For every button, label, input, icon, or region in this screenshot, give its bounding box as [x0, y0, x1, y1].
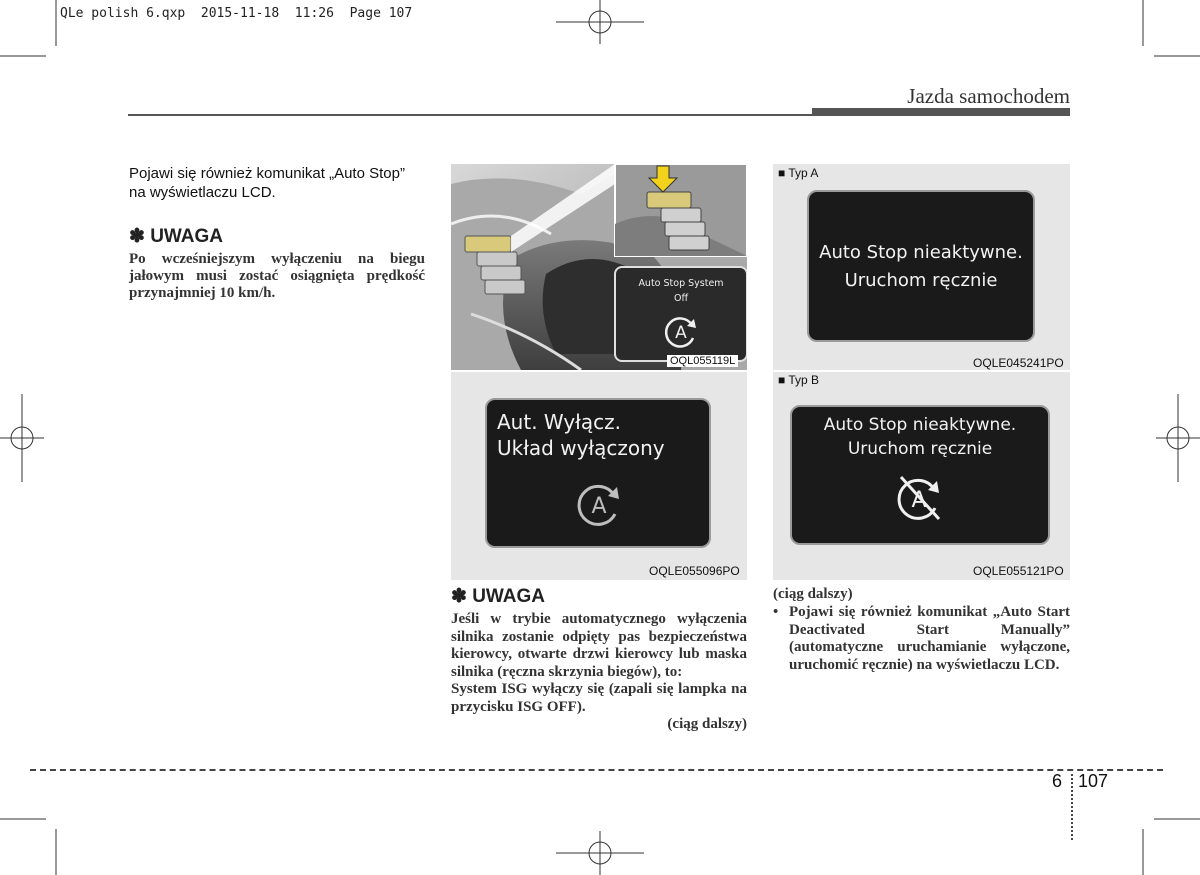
- figure-code: OQLE055096PO: [649, 564, 740, 578]
- header-rule: [128, 114, 812, 116]
- footer-page-number: 107: [1078, 771, 1109, 791]
- bullet-text: Pojawi się również komunikat „Auto Start Deactivated Start Manually” (automatyczne uruchamianie wyłączone, uruchomić ręcznie) na wyświetlaczu LCD.: [789, 604, 1070, 673]
- figure-code: OQLE055121PO: [973, 564, 1064, 578]
- figure-console-photo: [451, 164, 747, 370]
- note2-body2: System ISG wyłączy się (zapali się lampka na przycisku ISG OFF).: [451, 681, 747, 715]
- figure-code: OQL055119L: [667, 355, 738, 367]
- auto-stop-a-icon: [663, 314, 699, 350]
- typ-b-label: ■ Typ B: [778, 373, 820, 387]
- intro-text: Pojawi się również komunikat „Auto Stop” na wyświetlaczu LCD.: [129, 165, 405, 201]
- figure-lcd-auto-off: [451, 372, 747, 580]
- registration-mark-icon: [556, 0, 644, 44]
- auto-stop-a-icon: [575, 480, 625, 528]
- registration-mark-icon: [556, 831, 644, 875]
- auto-stop-crossed-icon: [895, 473, 945, 523]
- typ-a-label: ■ Typ A: [778, 166, 819, 180]
- lcd-line1: Auto Stop nieaktywne.: [823, 415, 1017, 435]
- print-slug: QLe polish 6.qxp 2015-11-18 11:26 Page 107: [60, 6, 413, 21]
- registration-mark-icon: [1156, 394, 1200, 482]
- lcd-line2: Uruchom ręcznie: [844, 270, 998, 291]
- header-rule-bar: [812, 108, 1070, 116]
- lcd-line2: Uruchom ręcznie: [847, 439, 993, 459]
- svg-text:A: A: [591, 494, 607, 519]
- registration-mark-icon: [0, 394, 44, 482]
- figure-typ-a: [773, 164, 1070, 370]
- figure-code: OQLE045241PO: [973, 356, 1064, 370]
- footer-rule: [30, 769, 1163, 771]
- lcd-line2: Układ wyłączony: [497, 436, 665, 460]
- bullet-marker: •: [773, 604, 779, 620]
- note-body: Po wcześniejszym wyłączeniu na biegu jałowym musi zostać osiągnięta prędkość przynajmniej 10 km/h.: [129, 251, 425, 301]
- lcd-line1: Aut. Wyłącz.: [497, 410, 621, 434]
- svg-text:A: A: [675, 323, 687, 343]
- note-heading: ✽ UWAGA: [129, 226, 224, 247]
- footer-section-number: 6: [1052, 771, 1063, 791]
- lcd-screen: [807, 190, 1035, 342]
- footer-vertical-rule: [1071, 769, 1073, 840]
- lcd-screen: [790, 405, 1050, 545]
- svg-text:A: A: [911, 488, 927, 513]
- note2-text: [451, 611, 747, 734]
- lcd-screen: [485, 398, 711, 548]
- inset-lcd: [614, 266, 747, 362]
- inset-lcd-line1: Auto Stop System: [638, 278, 724, 289]
- page-header-title: Jazda samochodem: [907, 84, 1070, 108]
- note2-body1: Jeśli w trybie automatycznego wyłączenia silnika zostanie odpięty pas bezpieczeństwa kierowcy, otwarte drzwi kierowcy lub maska silnika (ręczna skrzynia biegów), to:: [451, 611, 747, 680]
- figure-typ-b: [773, 372, 1070, 580]
- continued-from: (ciąg dalszy): [773, 586, 853, 602]
- lcd-line1: Auto Stop nieaktywne.: [819, 242, 1023, 263]
- inset-lcd-line2: Off: [673, 293, 689, 304]
- note-heading: ✽ UWAGA: [451, 586, 546, 607]
- continued-label: (ciąg dalszy): [667, 716, 747, 732]
- bullet-item: [773, 604, 1070, 674]
